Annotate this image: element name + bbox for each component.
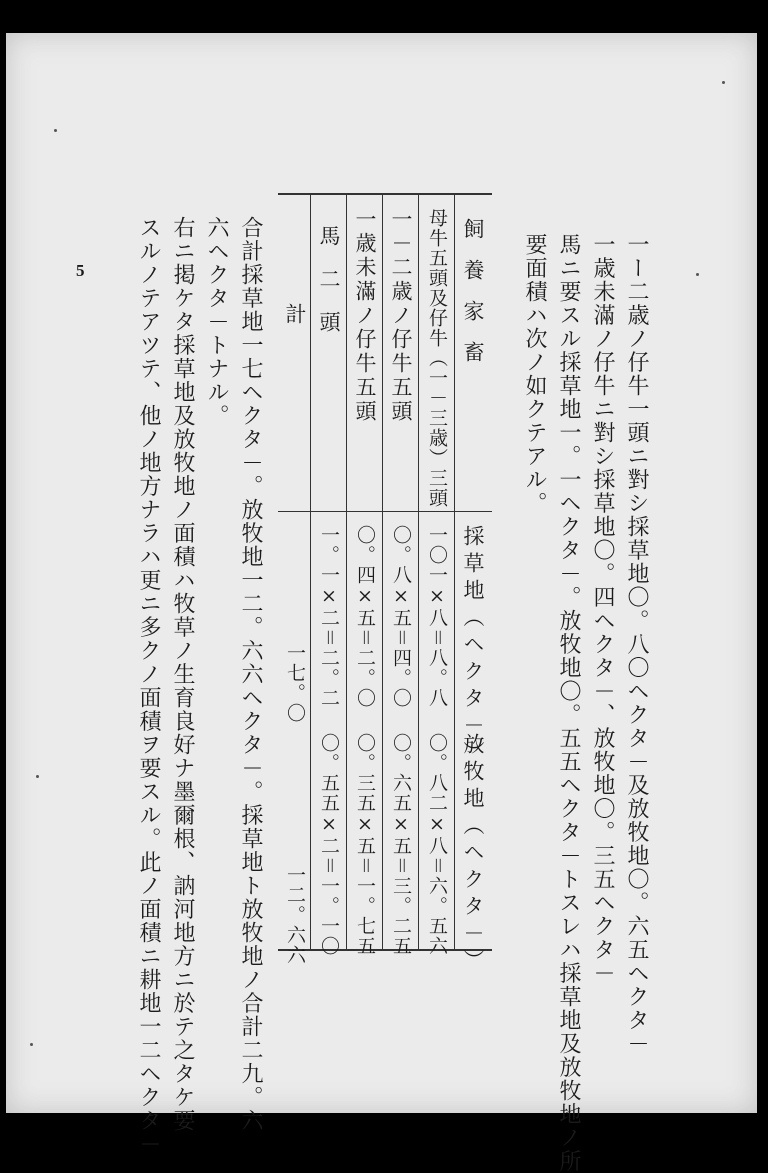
header-animal: 飼養家畜 bbox=[461, 218, 485, 382]
table-vrule bbox=[382, 193, 383, 951]
row-pasture: 〇。四×五＝二。〇 bbox=[354, 525, 376, 708]
table-vrule bbox=[310, 193, 311, 951]
table-vrule bbox=[454, 193, 455, 951]
document-page bbox=[6, 33, 757, 1173]
row-animal: 馬二頭 bbox=[317, 225, 341, 354]
total-grazing: 一二。六六 bbox=[284, 865, 306, 965]
scan-speck bbox=[54, 129, 57, 132]
table-vrule bbox=[346, 193, 347, 951]
scan-speck bbox=[36, 775, 39, 778]
body-line-2: 一歳未滿ノ仔牛ニ對シ採草地〇。四ヘクタ－、放牧地〇。三五ヘクタ－ bbox=[590, 233, 615, 985]
row-pasture: 〇。八×五＝四。〇 bbox=[390, 525, 412, 708]
total-pasture: 一七。〇 bbox=[284, 643, 306, 723]
body-line-4: 要面積ハ次ノ如クテアル。 bbox=[522, 233, 547, 515]
row-grazing: 〇。五五×二＝一。一〇 bbox=[318, 733, 340, 956]
body-line-3: 馬ニ要スル採草地一。一ヘクタ－。放牧地〇。五五ヘクタ－トスレハ採草地及放牧地ノ所 bbox=[556, 233, 581, 1173]
row-pasture: 一。一×二＝二。二 bbox=[318, 525, 340, 708]
row-pasture: 一〇一×八＝八。八 bbox=[426, 525, 448, 708]
body-line-7: 右ニ掲ケタ採草地及放牧地ノ面積ハ牧草ノ生育良好ナ墨爾根、訥河地方ニ於テ之タケ要 bbox=[170, 216, 195, 1133]
row-grazing: 〇。三五×五＝一。七五 bbox=[354, 733, 376, 956]
header-pasture: 採草地（ヘクタ－） bbox=[461, 525, 485, 768]
body-line-6: 六ヘクタ－トナル。 bbox=[204, 216, 229, 428]
row-animal: 一歳未滿ノ仔牛五頭 bbox=[353, 208, 377, 424]
body-line-5: 合計採草地一七ヘクタ－。放牧地一二。六六ヘクタ－。採草地ト放牧地ノ合計二九。六 bbox=[238, 216, 263, 1133]
row-animal: 一－二歳ノ仔牛五頭 bbox=[389, 208, 413, 424]
table-vrule bbox=[418, 193, 419, 951]
scan-speck bbox=[696, 273, 699, 276]
scan-speck bbox=[30, 1043, 33, 1046]
header-grazing: 放牧地（ヘクタ－） bbox=[461, 733, 485, 976]
row-grazing: 〇。八二×八＝六。五六 bbox=[426, 733, 448, 956]
body-line-1: 一ー二歳ノ仔牛一頭ニ對シ採草地〇。八〇ヘクタ－及放牧地〇。六五ヘクタ－ bbox=[624, 233, 649, 1056]
row-grazing: 〇。六五×五＝三。二五 bbox=[390, 733, 412, 956]
scan-speck bbox=[722, 81, 725, 84]
row-animal: 母牛五頭及仔牛（一－三歳）三頭 bbox=[426, 208, 448, 508]
total-label: 計 bbox=[283, 303, 307, 325]
page-number: 5 bbox=[76, 261, 85, 280]
body-line-8: スルノテアツテ、他ノ地方ナラハ更ニ多クノ面積ヲ要スル。此ノ面積ニ耕地一二ヘクタ－ bbox=[136, 216, 161, 1156]
